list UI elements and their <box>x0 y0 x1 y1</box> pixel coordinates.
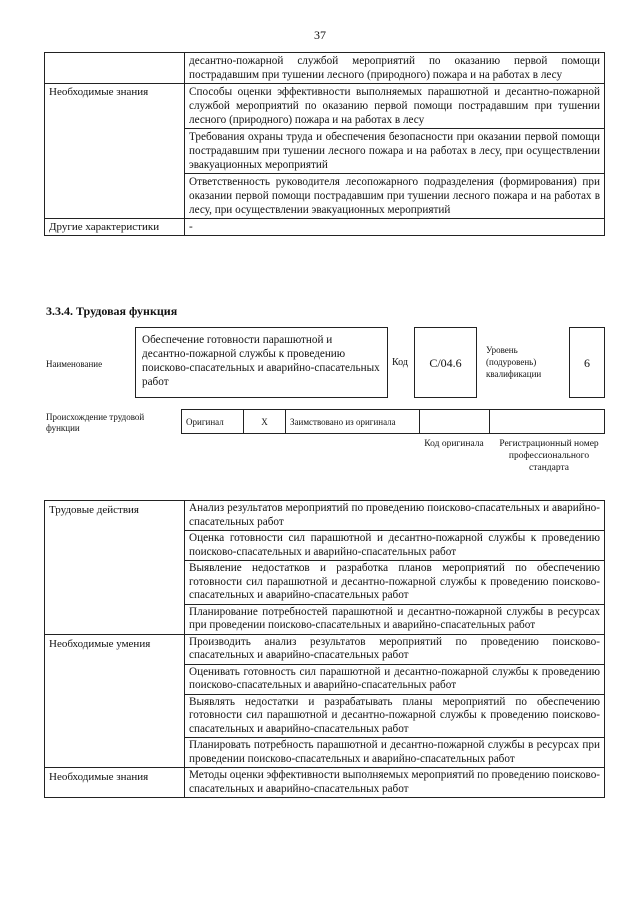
row-item: Оценивать готовность сил парашютной и десантно-пожарной службы к проведению поисково-спасательных и аварийно-спасательных работ <box>185 664 605 694</box>
top-requirements-table <box>44 52 605 236</box>
row-item: Требования охраны труда и обеспечения безопасности при оказании первой помощи пострадавшим при тушении лесного пожара и на работах в лесу, при осуществлении эвакуационных мероприятий <box>185 129 605 174</box>
row-item: Планировать потребность парашютной и десантно-пожарной службы в ресурсах при проведении поисково-спасательных и аварийно-спасательных работ <box>185 738 605 768</box>
table-row <box>182 410 605 434</box>
code-original-label: Код оригинала <box>424 439 484 449</box>
level-label: Уровень (подуровень) квалификации <box>486 345 542 379</box>
table-row <box>45 219 605 236</box>
row-item: Планирование потребностей парашютной и десантно-пожарной службы в ресурсах при проведении поисково-спасательных и аварийно-спасательных работ <box>185 604 605 634</box>
table-row <box>45 768 605 798</box>
row-item: Выявлять недостатки и разрабатывать планы мероприятий по обеспечению готовности сил парашютной и десантно-пожарной службы к проведению поисково-спасательных и аварийно-спасательных работ <box>185 694 605 738</box>
original-mark: X <box>244 410 286 434</box>
name-label: Наименование <box>46 359 103 369</box>
code-value-box: С/04.6 <box>414 327 477 398</box>
row-item: Выявление недостатков и разработка планов мероприятий по обеспечению готовности сил парашютной и десантно-пожарной службы к проведению поисково-спасательных и аварийно-спасательных работ <box>185 561 605 605</box>
row-item: Способы оценки эффективности выполняемых парашютной и десантно-пожарной службой мероприятий по оказанию первой помощи пострадавшим при тушении лесного (природного) пожара и на работах в лесу <box>185 84 605 129</box>
origin-table <box>181 409 605 434</box>
row-label: Другие характеристики <box>45 219 185 236</box>
original-cell: Оригинал <box>182 410 244 434</box>
row-item: Анализ результатов мероприятий по проведению поисково-спасательных и аварийно-спасательных работ <box>185 501 605 531</box>
table-row <box>45 84 605 129</box>
row-label: Необходимые знания <box>45 84 185 219</box>
origin-label: Происхождение трудовой функции <box>46 412 145 433</box>
row-item: Оценка готовности сил парашютной и десантно-пожарной службы к проведению поисково-спасательных и аварийно-спасательных работ <box>185 531 605 561</box>
reg-number-cell <box>490 410 605 434</box>
row-item: Ответственность руководителя лесопожарного подразделения (формирования) при оказании первой помощи пострадавшим при тушении лесного пожара и на работах в лесу, при осуществлении эвакуационных мероприятий <box>185 174 605 219</box>
borrowed-cell: Заимствовано из оригинала <box>286 410 420 434</box>
function-name-box: Обеспечение готовности парашютной и десантно-пожарной службы к проведению поисково-спасательных и аварийно-спасательных работ <box>135 327 388 398</box>
code-label: Код <box>392 357 408 368</box>
row-label: Необходимые умения <box>45 634 185 768</box>
level-value-box: 6 <box>569 327 605 398</box>
table-row <box>45 53 605 84</box>
table-row <box>45 501 605 531</box>
page-number: 37 <box>314 28 326 42</box>
row-item: Производить анализ результатов мероприятий по проведению поисково-спасательных и аварийно-спасательных работ <box>185 634 605 664</box>
row-item: Методы оценки эффективности выполняемых мероприятий по проведению поисково-спасательных и аварийно-спасательных работ <box>185 768 605 798</box>
row-item: - <box>185 219 605 236</box>
reg-number-label: Регистрационный номер профессионального стандарта <box>499 439 599 473</box>
code-original-cell <box>420 410 490 434</box>
section-heading: 3.3.4. Трудовая функция <box>46 304 178 318</box>
row-label: Необходимые знания <box>45 768 185 798</box>
row-label <box>45 53 185 84</box>
bottom-function-table <box>44 500 605 798</box>
row-label: Трудовые действия <box>45 501 185 635</box>
row-item: десантно-пожарной службой мероприятий по оказанию первой помощи пострадавшим при тушении лесного (природного) пожара и на работах в лесу <box>185 53 605 84</box>
table-row <box>45 634 605 664</box>
